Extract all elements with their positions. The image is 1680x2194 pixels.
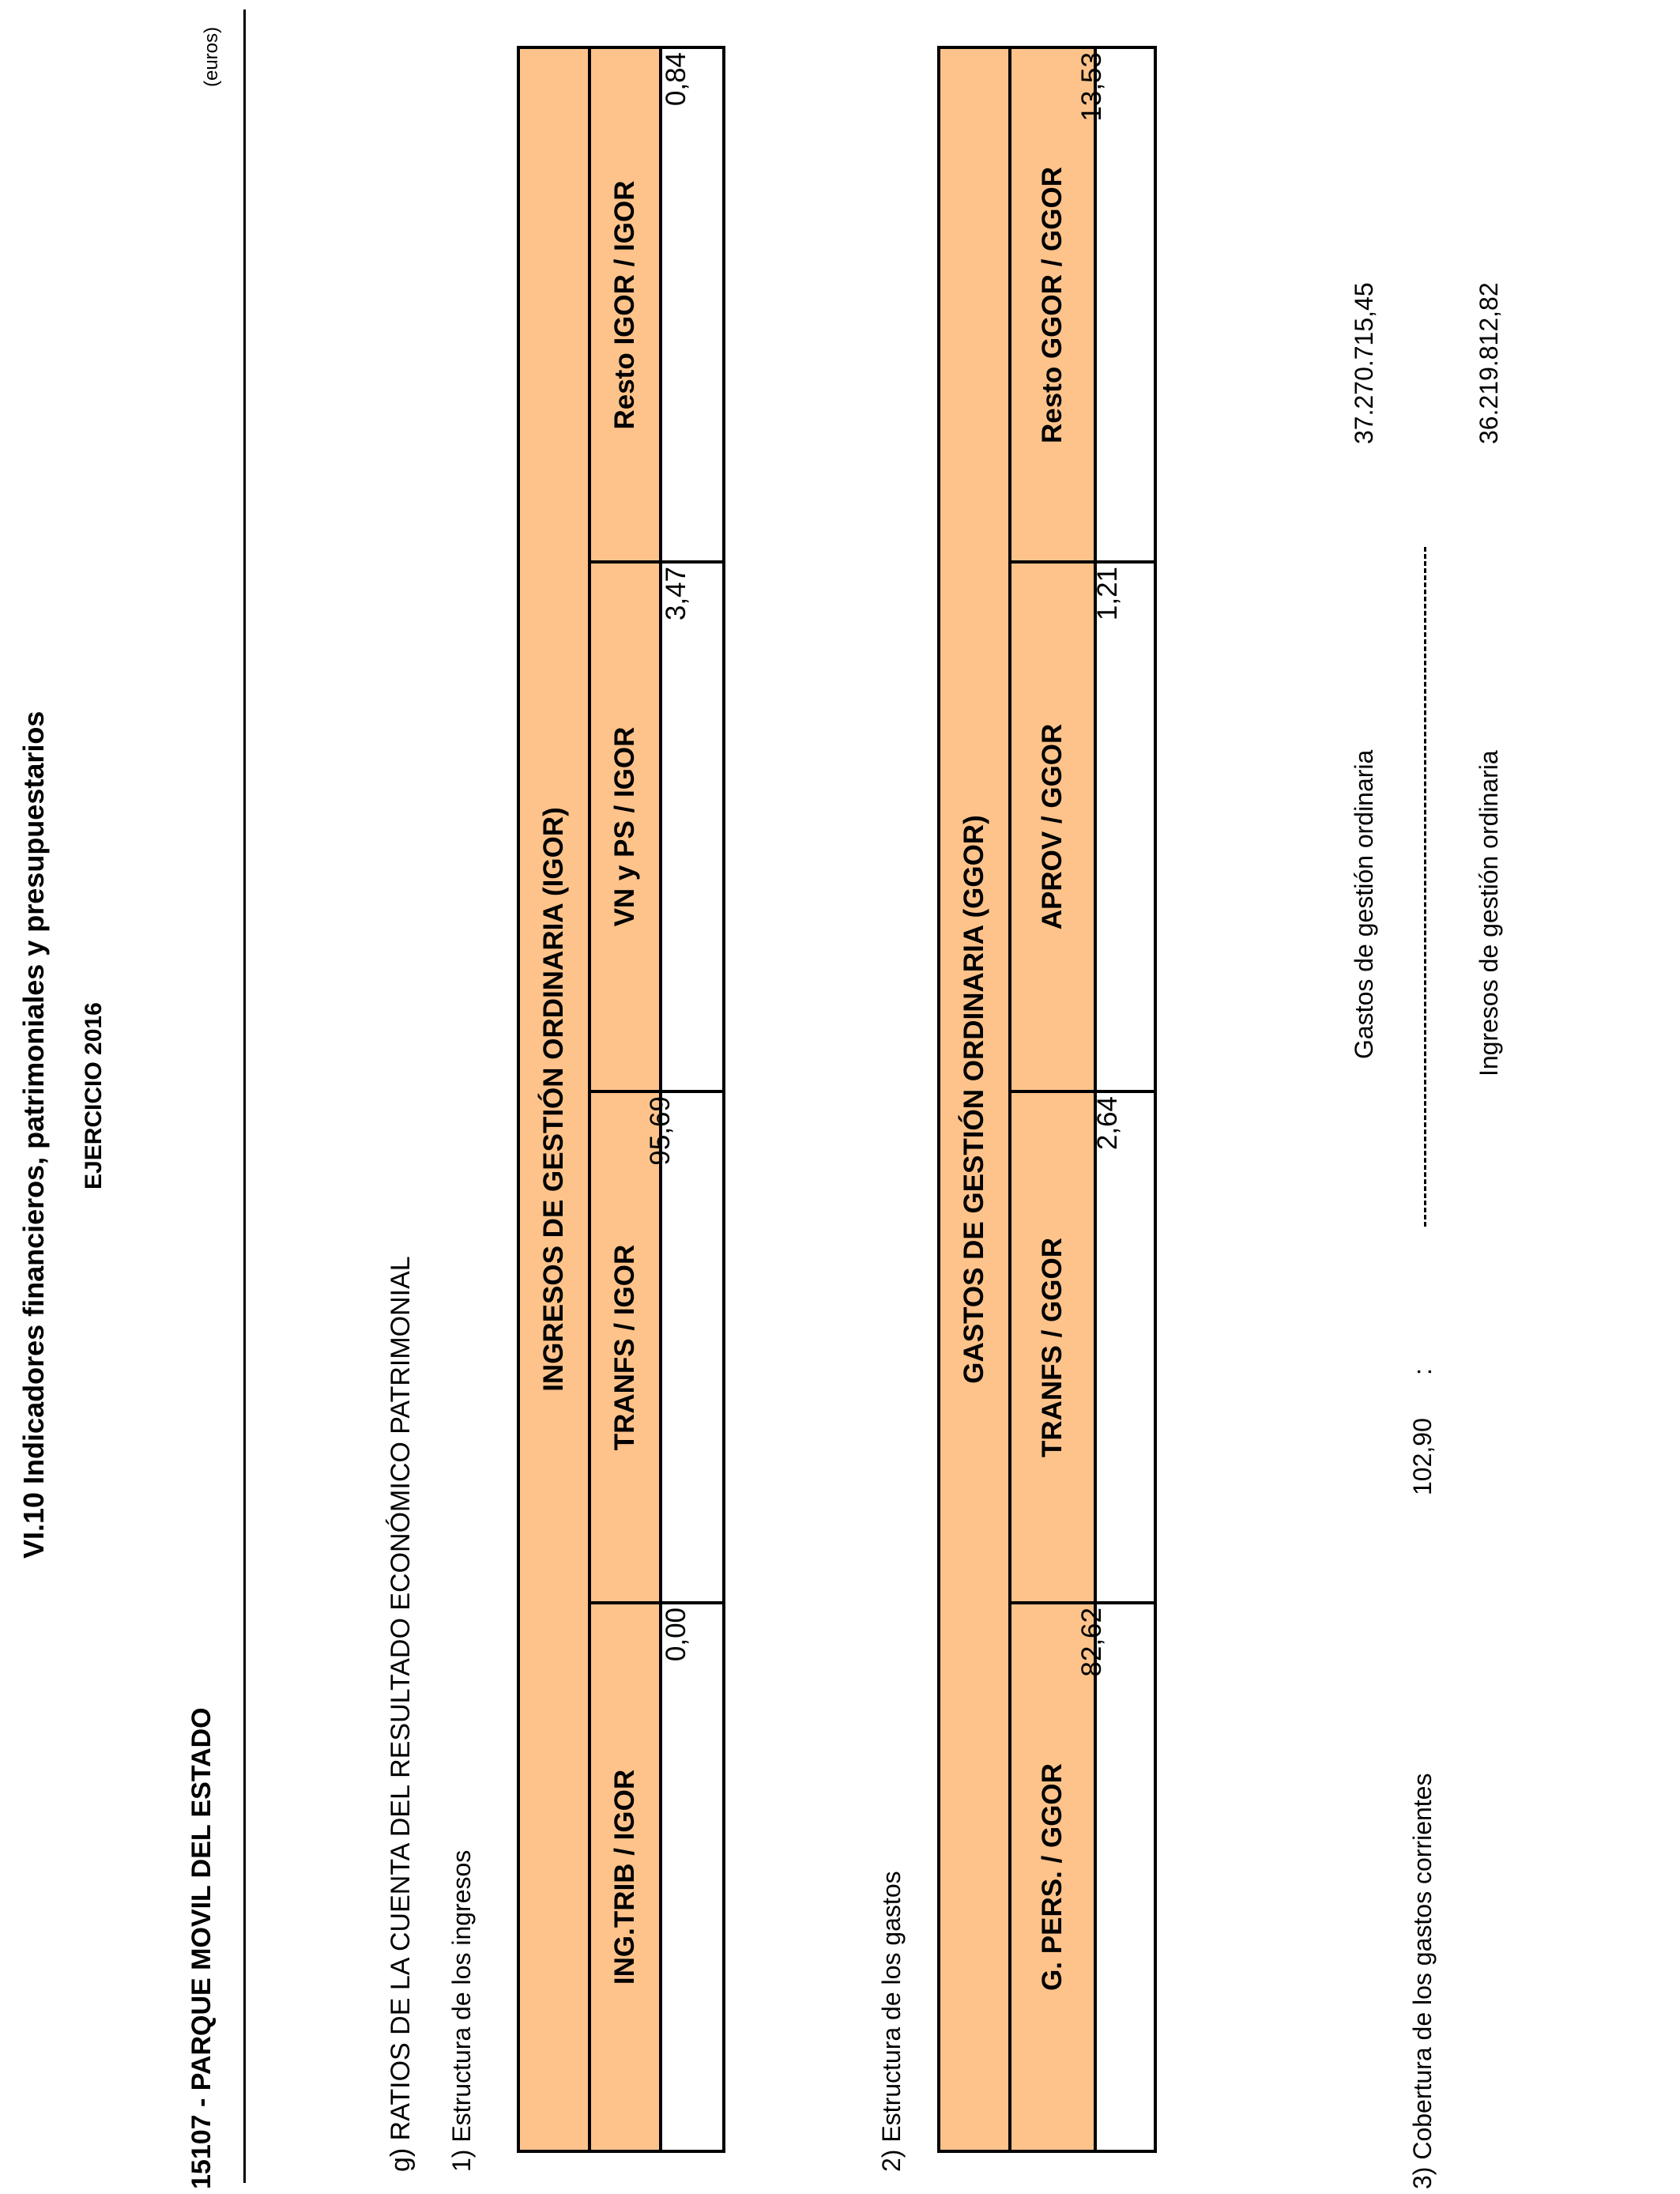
expense-col-header [1008, 560, 1097, 1093]
header-divider [243, 9, 246, 2183]
expense-structure-label: 2) Estructura de los gastos [877, 1871, 906, 2172]
income-col-label: TRANFS / IGOR [609, 1244, 640, 1450]
income-value-cell [659, 1601, 725, 2153]
income-group-label: INGRESOS DE GESTIÓN ORDINARIA (IGOR) [538, 807, 569, 1392]
expense-value: 1,21 [1091, 567, 1123, 621]
income-value-cell [659, 46, 725, 564]
income-group-header [517, 46, 591, 2153]
section-title: g) RATIOS DE LA CUENTA DEL RESULTADO ECONÓMICO PATRIMONIAL [386, 1256, 416, 2172]
income-col-header [588, 46, 662, 564]
expense-col-label: TRANFS / GGOR [1037, 1237, 1068, 1457]
expense-value-cell [1091, 1090, 1157, 1604]
numerator-label: Gastos de gestión ordinaria [1350, 749, 1378, 1059]
entity-name: 15107 - PARQUE MOVIL DEL ESTADO [186, 1707, 217, 2189]
coverage-label: 3) Cobertura de los gastos corrientes [1408, 1773, 1437, 2189]
income-col-label: Resto IGOR / IGOR [609, 179, 640, 430]
expense-value-cell [1076, 1601, 1157, 2153]
expense-value: 13,53 [1076, 52, 1108, 122]
income-col-label: ING.TRIB / IGOR [609, 1769, 640, 1985]
denominator-value: 36.219.812,82 [1475, 282, 1503, 444]
expense-value-cell [1076, 46, 1157, 564]
coverage-colon: : [1408, 1368, 1437, 1375]
fraction-divider [1424, 547, 1426, 1227]
expense-value: 82,62 [1076, 1608, 1108, 1677]
expense-col-header [1008, 1090, 1097, 1604]
expense-col-label: APROV / GGOR [1037, 723, 1068, 930]
income-col-header [588, 1090, 662, 1604]
page-title: VI.10 Indicadores financieros, patrimoniales y presupuestarios [17, 711, 50, 1559]
income-value: 3,47 [660, 567, 691, 621]
exercise-year: EJERCICIO 2016 [81, 1002, 107, 1189]
expense-col-label: G. PERS. / GGOR [1037, 1763, 1068, 1991]
units-label: (euros) [201, 26, 222, 87]
expense-value-cell [1091, 560, 1157, 1093]
income-structure-label: 1) Estructura de los ingresos [447, 1849, 476, 2172]
expense-col-header [1008, 46, 1097, 564]
expense-value: 2,64 [1091, 1096, 1123, 1151]
expense-group-label: GASTOS DE GESTIÓN ORDINARIA (GGOR) [959, 815, 989, 1384]
income-value: 0,00 [660, 1608, 691, 1662]
expense-col-label: Resto GGOR / GGOR [1037, 166, 1068, 443]
income-col-header [588, 1601, 662, 2153]
income-value: 95,69 [645, 1096, 676, 1166]
numerator-value: 37.270.715,45 [1350, 282, 1378, 444]
expense-group-header [937, 46, 1011, 2153]
coverage-value: 102,90 [1408, 1418, 1437, 1495]
denominator-label: Ingresos de gestión ordinaria [1475, 750, 1503, 1076]
expense-col-header [1008, 1601, 1097, 2153]
income-value-cell [645, 1090, 725, 1604]
income-value: 0,84 [660, 52, 691, 107]
income-col-header [588, 560, 662, 1093]
income-value-cell [659, 560, 725, 1093]
income-col-label: VN y PS / IGOR [609, 726, 640, 927]
